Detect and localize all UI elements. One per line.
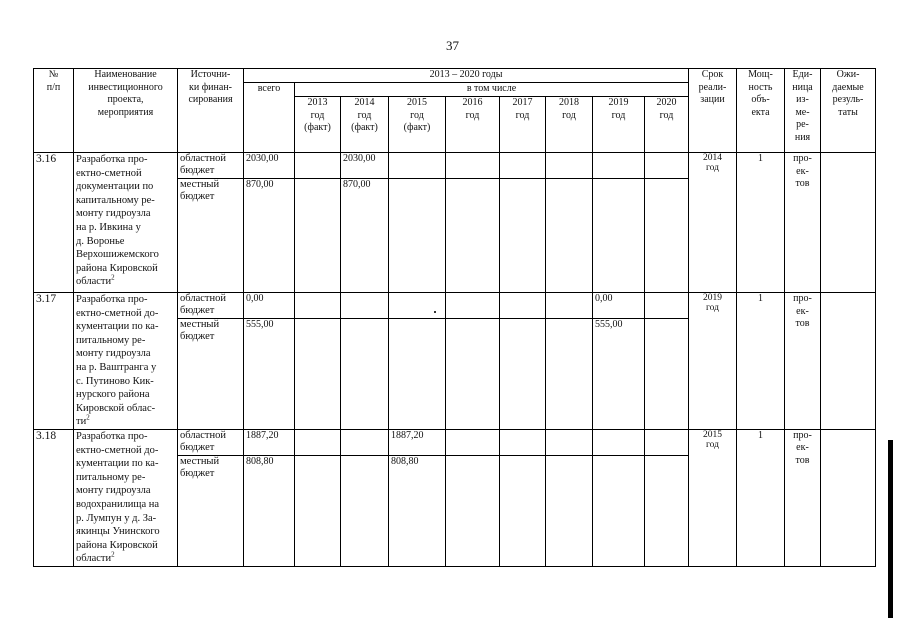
amount-year <box>295 153 341 179</box>
amount-year <box>389 153 446 179</box>
amount-year <box>593 179 645 293</box>
amount-year <box>645 153 689 179</box>
amount-year <box>500 153 546 179</box>
scan-speck <box>434 311 436 313</box>
amount-year <box>389 293 446 319</box>
header-year: 2015 год (факт) <box>389 97 446 153</box>
amount-year <box>645 179 689 293</box>
object-capacity: 1 <box>737 153 785 293</box>
page-number: 37 <box>446 38 459 53</box>
amount-year <box>295 319 341 430</box>
scan-edge-bar <box>888 440 893 618</box>
amount-year <box>500 456 546 567</box>
amount-year <box>593 153 645 179</box>
project-name-text: Разработка про- ектно-сметной до- кументации по ка- питальному ре- монту гидроузла на р. Ваштранга у с. Путиново Кик- нурского района Кировской облас- ти <box>76 294 159 428</box>
unit-of-measure: про- ек- тов <box>785 293 821 430</box>
row-number: 3.16 <box>34 153 74 293</box>
funding-source: местный бюджет <box>178 456 244 567</box>
header-expected-results: Ожи- даемые резуль- таты <box>821 69 876 153</box>
project-name-text: Разработка про- ектно-сметной до- кументации по ка- питальному ре- монту гидроузла водохранилища на р. Лумпун у д. За- якинцы Унинского района Кировской области <box>76 430 160 565</box>
header-year: 2013 год (факт) <box>295 97 341 153</box>
funding-source: местный бюджет <box>178 319 244 430</box>
amount-year <box>446 293 500 319</box>
expected-results <box>821 153 876 293</box>
amount-total: 1887,20 <box>244 429 295 455</box>
amount-year <box>341 319 389 430</box>
header-period: 2013 – 2020 годы <box>244 69 689 83</box>
amount-year <box>546 179 593 293</box>
project-name-text: Разработка про- ектно-сметной документации по капитальному ре- монту гидроузла на р. Ивкина у д. Воронье Верхошижемского района Кировской области <box>76 154 159 288</box>
amount-year <box>546 456 593 567</box>
amount-year <box>295 179 341 293</box>
amount-year <box>446 319 500 430</box>
funding-source: областной бюджет <box>178 429 244 455</box>
footnote-mark: 2 <box>111 273 115 282</box>
project-name <box>74 429 178 566</box>
amount-year: 2030,00 <box>341 153 389 179</box>
funding-source: областной бюджет <box>178 153 244 179</box>
amount-year <box>446 429 500 455</box>
header-year: 2017 год <box>500 97 546 153</box>
amount-year <box>500 319 546 430</box>
amount-year <box>645 293 689 319</box>
amount-year <box>593 429 645 455</box>
footnote-mark: 2 <box>111 550 115 559</box>
header-capacity: Мощ- ность объ- екта <box>737 69 785 153</box>
implementation-term: 2019 год <box>689 293 737 430</box>
expected-results <box>821 429 876 566</box>
row-number: 3.17 <box>34 293 74 430</box>
amount-year <box>341 456 389 567</box>
amount-total: 0,00 <box>244 293 295 319</box>
implementation-term: 2014 год <box>689 153 737 293</box>
header-project-name: Наименование инвестиционного проекта, мероприятия <box>74 69 178 153</box>
project-name <box>74 153 178 293</box>
implementation-term: 2015 год <box>689 429 737 566</box>
header-term: Срок реали- зации <box>689 69 737 153</box>
row-number: 3.18 <box>34 429 74 566</box>
header-unit: Еди- ница из- ме- ре- ния <box>785 69 821 153</box>
amount-year <box>645 319 689 430</box>
header-year: 2016 год <box>446 97 500 153</box>
funding-source: областной бюджет <box>178 293 244 319</box>
amount-year <box>341 293 389 319</box>
object-capacity: 1 <box>737 429 785 566</box>
investment-projects-table <box>33 68 876 567</box>
header-year: 2020 год <box>645 97 689 153</box>
project-name <box>74 293 178 430</box>
amount-year <box>645 429 689 455</box>
amount-year <box>546 319 593 430</box>
amount-year: 555,00 <box>593 319 645 430</box>
amount-year <box>593 456 645 567</box>
unit-of-measure: про- ек- тов <box>785 429 821 566</box>
amount-year: 870,00 <box>341 179 389 293</box>
amount-year <box>389 319 446 430</box>
amount-year <box>446 153 500 179</box>
header-total: всего <box>244 83 295 153</box>
amount-year <box>546 429 593 455</box>
table-row <box>34 293 876 319</box>
amount-year: 808,80 <box>389 456 446 567</box>
amount-year <box>546 293 593 319</box>
amount-year <box>500 179 546 293</box>
expected-results <box>821 293 876 430</box>
header-year: 2014 год (факт) <box>341 97 389 153</box>
amount-year <box>295 293 341 319</box>
amount-year <box>446 179 500 293</box>
object-capacity: 1 <box>737 293 785 430</box>
amount-year <box>341 429 389 455</box>
amount-total: 2030,00 <box>244 153 295 179</box>
header-year: 2019 год <box>593 97 645 153</box>
amount-year <box>295 456 341 567</box>
table-row <box>34 429 876 455</box>
header-funding-source: Источни- ки финан- сирования <box>178 69 244 153</box>
amount-total: 555,00 <box>244 319 295 430</box>
header-year: 2018 год <box>546 97 593 153</box>
table-row <box>34 153 876 179</box>
amount-year <box>645 456 689 567</box>
amount-year <box>446 456 500 567</box>
amount-year: 0,00 <box>593 293 645 319</box>
funding-source: местный бюджет <box>178 179 244 293</box>
header-including: в том числе <box>295 83 689 97</box>
amount-year <box>389 179 446 293</box>
header-number: № п/п <box>34 69 74 153</box>
unit-of-measure: про- ек- тов <box>785 153 821 293</box>
amount-year <box>500 293 546 319</box>
amount-total: 870,00 <box>244 179 295 293</box>
amount-year <box>546 153 593 179</box>
footnote-mark: 2 <box>86 413 90 422</box>
amount-total: 808,80 <box>244 456 295 567</box>
amount-year <box>295 429 341 455</box>
amount-year <box>500 429 546 455</box>
amount-year: 1887,20 <box>389 429 446 455</box>
